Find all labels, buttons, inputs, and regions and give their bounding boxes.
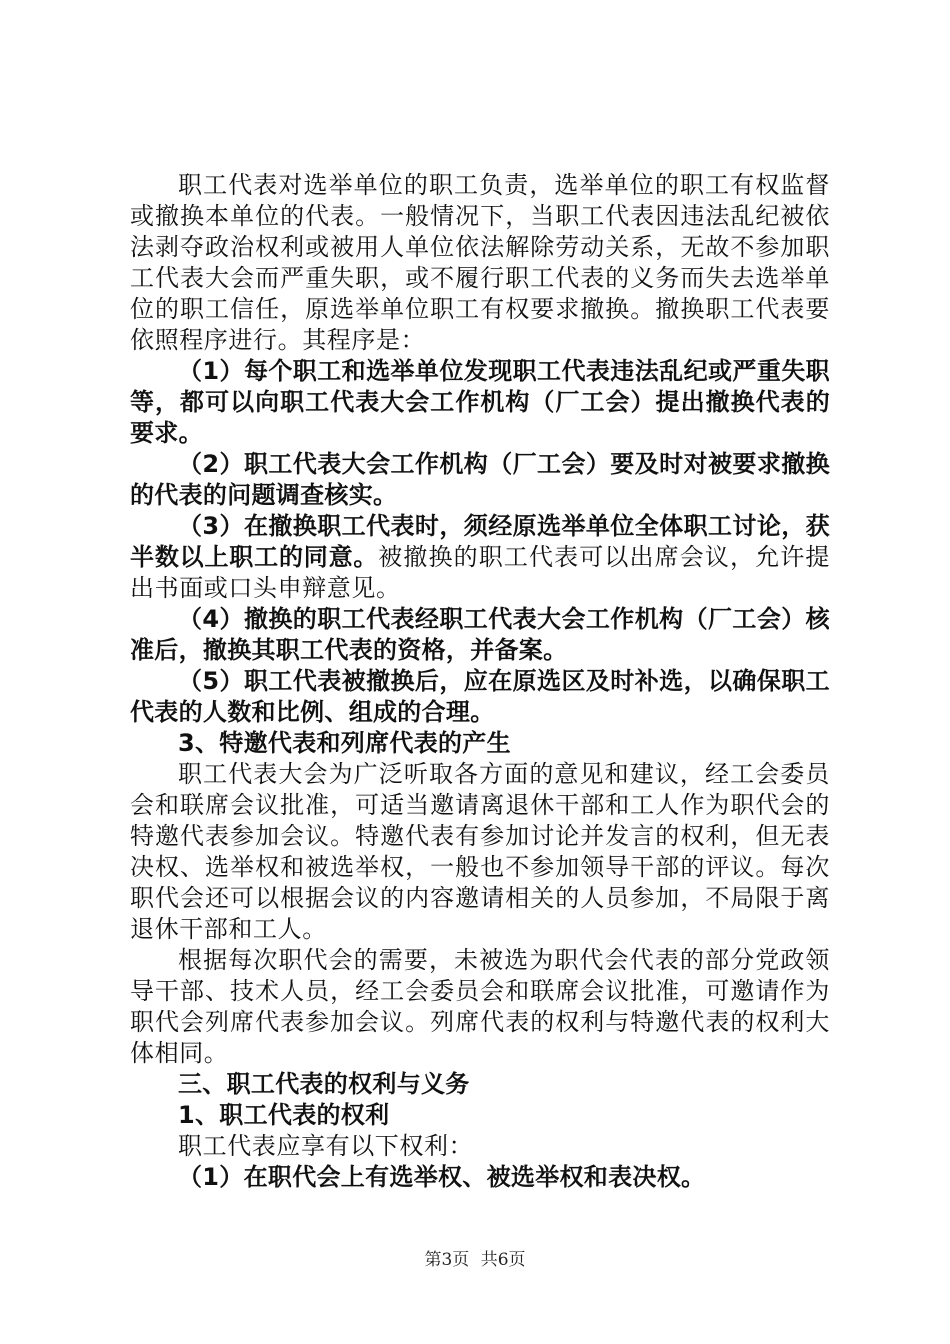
section-heading-rights-duties: 三、职工代表的权利与义务 bbox=[178, 1070, 470, 1098]
paragraph-observer-delegates: 根据每次职代会的需要，未被选为职代会代表的部分党政领导干部、技术人员，经工会委员会和联席会议批准，可邀请作为职代会列席代表参加会议。列席代表的权利与特邀代表的权利大体相同。 bbox=[130, 946, 830, 1067]
paragraph-recall-intro: 职工代表对选举单位的职工负责，选举单位的职工有权监督或撤换本单位的代表。一般情况下，当职工代表因违法乱纪被依法剥夺政治权利或被用人单位依法解除劳动关系，无故不参加职工代表大会而严重失职，或不履行职工代表的义务而失去选举单位的职工信任，原选举单位职工有权要求撤换。撤换职工代表要依照程序进行。其程序是： bbox=[130, 171, 830, 354]
paragraph-step-1: （1）每个职工和选举单位发现职工代表违法乱纪或严重失职等，都可以向职工代表大会工作机构（厂工会）提出撤换代表的要求。 bbox=[130, 357, 830, 447]
paragraph-step-3-bold: （3）在撤换职工代表时，须经原选举单位全体职工讨论，获半数以上职工的同意。 bbox=[130, 512, 830, 571]
page-total: 共6页 bbox=[480, 1250, 526, 1270]
paragraph-step-2: （2）职工代表大会工作机构（厂工会）要及时对被要求撤换的代表的问题调查核实。 bbox=[130, 450, 830, 509]
page-footer bbox=[0, 1245, 950, 1270]
section-heading-rights: 1、职工代表的权利 bbox=[178, 1101, 390, 1129]
paragraph-special-delegates: 职工代表大会为广泛听取各方面的意见和建议，经工会委员会和联席会议批准，可适当邀请离退休干部和工人作为职代会的特邀代表参加会议。特邀代表有参加讨论并发言的权利，但无表决权、选举权和被选举权，一般也不参加领导干部的评议。每次职代会还可以根据会议的内容邀请相关的人员参加，不局限于离退休干部和工人。 bbox=[130, 760, 830, 943]
paragraph-right-1: （1）在职代会上有选举权、被选举权和表决权。 bbox=[178, 1163, 706, 1191]
section-heading-special-delegates: 3、特邀代表和列席代表的产生 bbox=[178, 729, 511, 757]
page-number: 第3页 bbox=[424, 1250, 470, 1270]
paragraph-rights-intro: 职工代表应享有以下权利： bbox=[178, 1132, 474, 1160]
paragraph-step-3 bbox=[130, 511, 830, 604]
paragraph-step-5: （5）职工代表被撤换后，应在原选区及时补选，以确保职工代表的人数和比例、组成的合理。 bbox=[130, 667, 830, 726]
paragraph-step-4: （4）撤换的职工代表经职工代表大会工作机构（厂工会）核准后，撤换其职工代表的资格，并备案。 bbox=[130, 605, 830, 664]
paragraph-step-3-normal: 被撤换的职工代表可以出席会议，允许提出书面或口头申辩意见。 bbox=[130, 543, 830, 602]
document-body bbox=[130, 170, 830, 1193]
